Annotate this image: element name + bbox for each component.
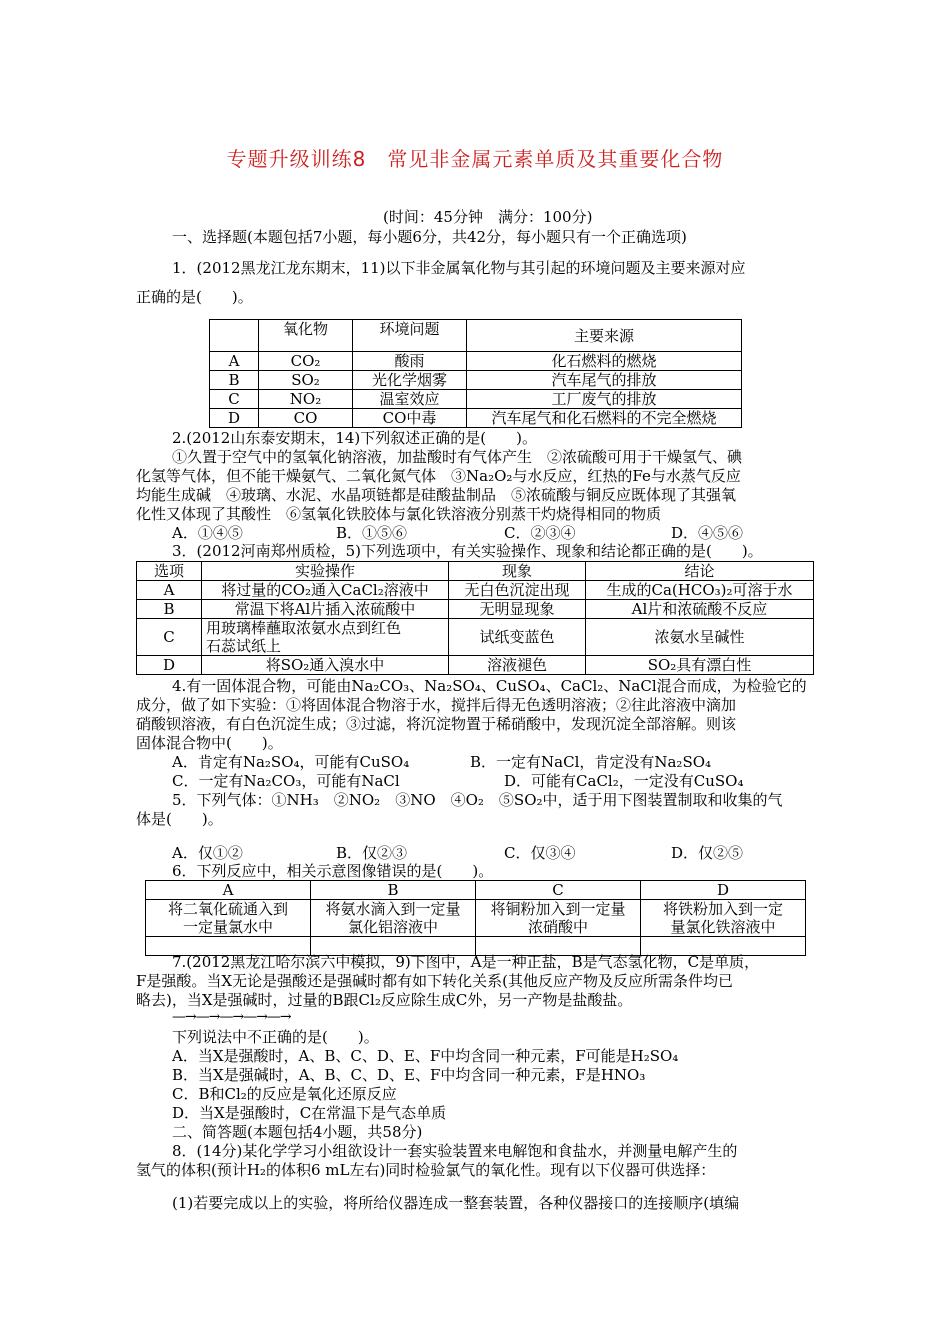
q3-cell: 将过量的CO₂通入CaCl₂溶液中: [202, 581, 449, 600]
q7-line1: 7.(2012黑龙江哈尔滨六中模拟，9)下图中，A是一种正盐，B是气态氢化物，C是单质，: [172, 953, 760, 971]
q5-option-b: B．仅②③: [336, 844, 408, 862]
q4-line2: 成分，做了如下实验：①将固体混合物溶于水，搅拌后得无色透明溶液；②往此溶液中滴加: [136, 696, 737, 714]
q3-line1: 3．(2012河南郑州质检，5)下列选项中，有关实验操作、现象和结论都正确的是( )。: [172, 542, 763, 560]
table-row: [210, 390, 742, 409]
q1-cell: 化石燃料的燃烧: [467, 352, 742, 371]
q1-cell: CO中毒: [353, 409, 467, 428]
q3-cell: 常温下将Al片插入浓硫酸中: [202, 600, 449, 619]
exam-meta: (时间：45分钟 满分：100分): [383, 208, 593, 226]
q4-option-d: D．可能有CaCl₂，一定没有CuSO₄: [504, 772, 744, 790]
table-row: [137, 600, 814, 619]
q1-cell: C: [210, 390, 259, 409]
q3-cell: 生成的Ca(HCO₃)₂可溶于水: [586, 581, 814, 600]
q2-line4: 均能生成碱 ④玻璃、水泥、水晶项链都是硅酸盐制品 ⑤浓硫酸与铜反应既体现了其强氧: [136, 486, 737, 504]
q1-header-oxide: 氧化物: [259, 320, 353, 352]
q1-cell: CO₂: [259, 352, 353, 371]
q3-header-operation: 实验操作: [202, 562, 449, 581]
q4-line1: 4.有一固体混合物，可能由Na₂CO₃、Na₂SO₄、CuSO₄、CaCl₂、NaCl混合而成，为检验它的: [172, 677, 807, 695]
q8-line1: 8．(14分)某化学学习小组欲设计一套实验装置来电解饱和食盐水，并测量电解产生的: [172, 1142, 738, 1160]
table-row: [137, 619, 814, 656]
table-row: [137, 581, 814, 600]
q3-cell: 浓氨水呈碱性: [586, 619, 814, 656]
q6-cell-c-line2: 浓硝酸中: [527, 918, 588, 936]
q3-cell: 将SO₂通入溴水中: [202, 656, 449, 675]
q2-option-b: B．①⑤⑥: [336, 524, 408, 542]
q7-option-a: A．当X是强酸时，A、B、C、D、E、F中均含同一种元素，F可能是H₂SO₄: [172, 1047, 679, 1065]
q6-cell-d-line2: 量氯化铁溶液中: [670, 918, 776, 936]
q6-cell-a-line1: 将二氧化硫通入到: [167, 900, 288, 918]
q1-cell: NO₂: [259, 390, 353, 409]
q3-cell-operation-c: [202, 619, 449, 656]
q2-line5: 化性又体现了其酸性 ⑥氢氧化铁胶体与氯化铁溶液分别蒸干灼烧得相同的物质: [136, 505, 662, 523]
q3-cell: C: [137, 619, 202, 656]
q1-cell: D: [210, 409, 259, 428]
q6-header-c: C: [476, 881, 641, 900]
q3-cell: 无白色沉淀出现: [449, 581, 586, 600]
q1-cell: A: [210, 352, 259, 371]
q2-line1: 2.(2012山东泰安期末，14)下列叙述正确的是( )。: [172, 429, 537, 447]
q7-line3: 略去)，当X是强碱时，过量的B跟Cl₂反应除生成C外，另一产物是盐酸盐。: [136, 991, 633, 1009]
q7-option-d: D．当X是强酸时，C在常温下是气态单质: [172, 1104, 447, 1122]
q4-line3: 硝酸钡溶液，有白色沉淀生成；③过滤，将沉淀物置于稀硝酸中，发现沉淀全部溶解。则该: [136, 715, 737, 733]
q1-cell: SO₂: [259, 371, 353, 390]
q7-option-c: C．B和Cl₂的反应是氧化还原反应: [172, 1085, 397, 1103]
q5-option-a: A．仅①②: [172, 844, 243, 862]
q3-cell: A: [137, 581, 202, 600]
q6-header-b: B: [311, 881, 476, 900]
q6-cell-b: [311, 900, 476, 937]
q1-cell: 汽车尾气和化石燃料的不完全燃烧: [467, 409, 742, 428]
q6-cell-d-line1: 将铁粉加入到一定: [662, 900, 783, 918]
q3-header-option: 选项: [137, 562, 202, 581]
q6-header-a: A: [146, 881, 311, 900]
q6-cell-a: [146, 900, 311, 937]
q1-cell: 汽车尾气的排放: [467, 371, 742, 390]
q3-cell: B: [137, 600, 202, 619]
q3-cell: 试纸变蓝色: [449, 619, 586, 656]
q3-cell-operation-c-line2: 石蕊试纸上: [206, 637, 282, 655]
table-row: [210, 409, 742, 428]
q1-line2: 正确的是( )。: [136, 288, 253, 306]
q7-line2: F是强酸。当X无论是强酸还是强碱时都有如下转化关系(其他反应产物及反应所需条件均已: [136, 972, 733, 990]
q1-table: [209, 319, 742, 428]
q7-option-b: B．当X是强碱时，A、B、C、D、E、F中均含同一种元素，F是HNO₃: [172, 1066, 646, 1084]
q6-cell-a-line2: 一定量氯水中: [182, 918, 273, 936]
table-row: [137, 656, 814, 675]
q6-cell-b-line1: 将氨水滴入到一定量: [325, 900, 461, 918]
q3-table: [136, 561, 814, 675]
q4-option-c: C．一定有Na₂CO₃，可能有NaCl: [172, 772, 400, 790]
q3-cell: 无明显现象: [449, 600, 586, 619]
q7-line4: 下列说法中不正确的是( )。: [172, 1028, 379, 1046]
q2-option-c: C．②③④: [504, 524, 576, 542]
q1-cell: B: [210, 371, 259, 390]
q3-cell: Al片和浓硫酸不反应: [586, 600, 814, 619]
q6-cell-b-line2: 氯化铝溶液中: [347, 918, 438, 936]
q3-header-conclusion: 结论: [586, 562, 814, 581]
q6-cell-c-line1: 将铜粉加入到一定量: [490, 900, 626, 918]
table-row: [210, 371, 742, 390]
q3-cell: D: [137, 656, 202, 675]
q5-option-d: D．仅②⑤: [671, 844, 744, 862]
q3-cell: 溶液褪色: [449, 656, 586, 675]
table-row: [210, 352, 742, 371]
q1-header-problem: 环境问题: [353, 320, 467, 352]
page-title: 专题升级训练8 常见非金属元素单质及其重要化合物: [226, 147, 724, 171]
q1-cell: CO: [259, 409, 353, 428]
q6-table: [145, 880, 806, 956]
q5-line1: 5．下列气体：①NH₃ ②NO₂ ③NO ④O₂ ⑤SO₂中，适于用下图装置制取和收集的气: [172, 791, 783, 809]
q7-conversion-arrows: —→—→—→—→—→: [172, 1009, 291, 1025]
q6-line1: 6．下列反应中，相关示意图像错误的是( )。: [172, 862, 494, 880]
section-one-heading: 一、选择题(本题包括7小题，每小题6分，共42分，每小题只有一个正确选项): [172, 228, 687, 246]
q6-cell-c: [476, 900, 641, 937]
q4-option-b: B．一定有NaCl，肯定没有Na₂SO₄: [470, 753, 712, 771]
q3-cell: SO₂具有漂白性: [586, 656, 814, 675]
q1-header-source: 主要来源: [467, 320, 742, 352]
q8-line2: 氢气的体积(预计H₂的体积6 mL左右)同时检验氯气的氧化性。现有以下仪器可供选择：: [136, 1161, 716, 1179]
q6-header-d: D: [641, 881, 806, 900]
q6-cell-d: [641, 900, 806, 937]
section-two-heading: 二、简答题(本题包括4小题，共58分): [172, 1123, 423, 1141]
q8-line3: (1)若要完成以上的实验，将所给仪器连成一整套装置，各种仪器接口的连接顺序(填编: [172, 1194, 740, 1212]
q1-cell: 温室效应: [353, 390, 467, 409]
q2-line2: ①久置于空气中的氢氧化钠溶液，加盐酸时有气体产生 ②浓硫酸可用于干燥氢气、碘: [172, 448, 743, 466]
q3-header-phenomenon: 现象: [449, 562, 586, 581]
q1-cell: 光化学烟雾: [353, 371, 467, 390]
table-row: [146, 900, 806, 937]
q5-line2: 体是( )。: [136, 810, 223, 828]
q1-cell: 工厂废气的排放: [467, 390, 742, 409]
q4-option-a: A．肯定有Na₂SO₄，可能有CuSO₄: [172, 753, 410, 771]
q2-option-d: D．④⑤⑥: [671, 524, 744, 542]
q1-line1: 1．(2012黑龙江龙东期末，11)以下非金属氧化物与其引起的环境问题及主要来源对应: [172, 259, 746, 277]
q4-line4: 固体混合物中( )。: [136, 734, 283, 752]
q5-option-c: C．仅③④: [504, 844, 576, 862]
q2-option-a: A．①④⑤: [172, 524, 243, 542]
q1-header-blank: [210, 320, 259, 352]
q2-line3: 化氢等气体，但不能干燥氨气、二氧化氮气体 ③Na₂O₂与水反应，红热的Fe与水蒸气反应: [136, 467, 741, 485]
q1-cell: 酸雨: [353, 352, 467, 371]
q3-cell-operation-c-line1: 用玻璃棒蘸取浓氨水点到红色: [206, 619, 402, 637]
